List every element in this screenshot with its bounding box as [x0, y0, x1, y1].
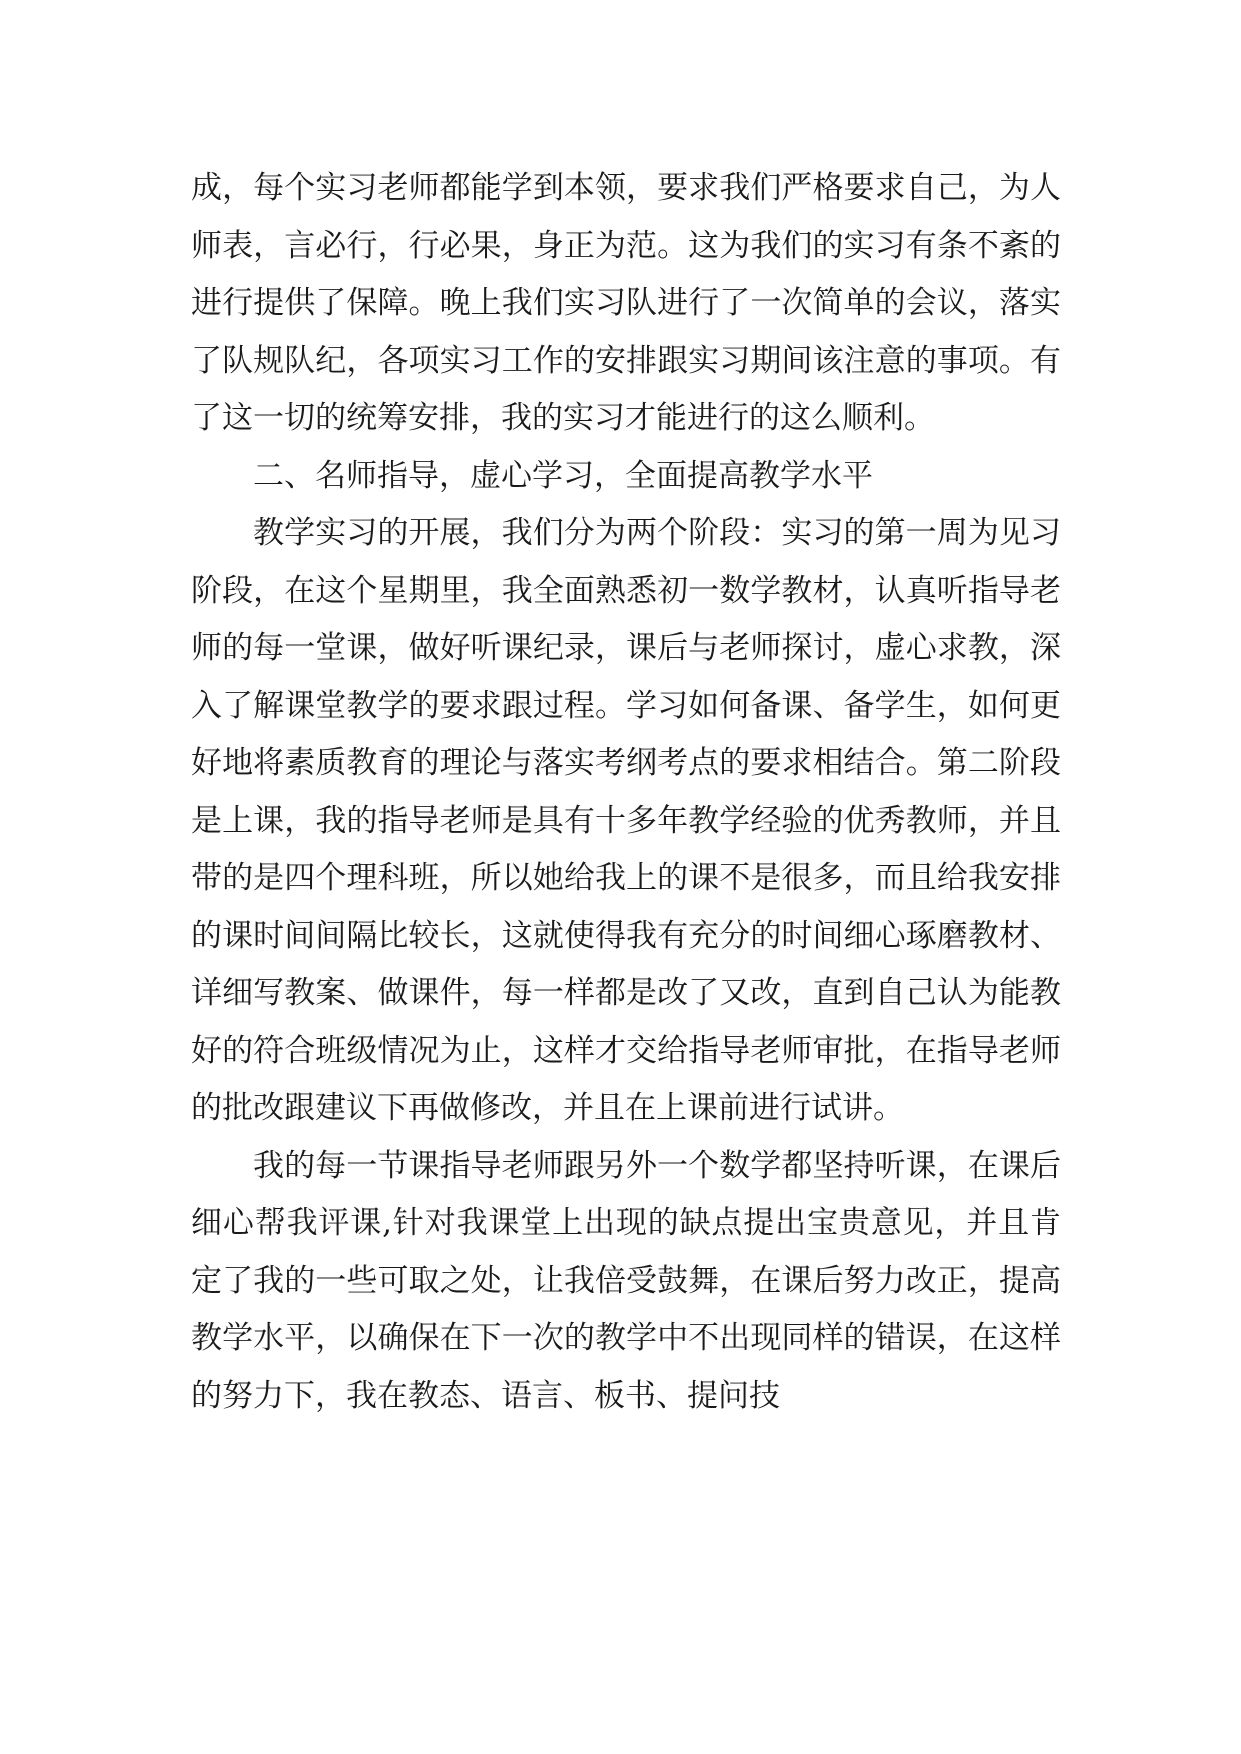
paragraph-teaching-stages: 教学实习的开展，我们分为两个阶段：实习的第一周为见习阶段，在这个星期里，我全面熟悉初一数学教材，认真听指导老师的每一堂课，做好听课纪录，课后与老师探讨，虚心求教，深入了解课堂教学的要求跟过程。学习如何备课、备学生，如何更好地将素质教育的理论与落实考纲考点的要求相结合。第二阶段是上课，我的指导老师是具有十多年教学经验的优秀教师，并且带的是四个理科班，所以她给我上的课不是很多，而且给我安排的课时间间隔比较长，这就使得我有充分的时间细心琢磨教材、详细写教案、做课件，每一样都是改了又改，直到自己认为能教好的符合班级情况为止，这样才交给指导老师审批，在指导老师的批改跟建议下再做修改，并且在上课前进行试讲。 — [191, 515, 1061, 1126]
document-body — [191, 160, 1061, 1425]
paragraph-continuation: 成，每个实习老师都能学到本领，要求我们严格要求自己，为人师表，言必行，行必果，身正为范。这为我们的实习有条不紊的进行提供了保障。晚上我们实习队进行了一次简单的会议，落实了队规队纪，各项实习工作的安排跟实习期间该注意的事项。有了这一切的统筹安排，我的实习才能进行的这么顺利。 — [191, 170, 1061, 436]
paragraph-lesson-feedback: 我的每一节课指导老师跟另外一个数学都坚持听课，在课后细心帮我评课,针对我课堂上出现的缺点提出宝贵意见，并且肯定了我的一些可取之处，让我倍受鼓舞，在课后努力改正，提高教学水平，以确保在下一次的教学中不出现同样的错误，在这样的努力下，我在教态、语言、板书、提问技 — [191, 1147, 1061, 1414]
section-heading: 二、名师指导，虚心学习，全面提高教学水平 — [253, 457, 873, 494]
